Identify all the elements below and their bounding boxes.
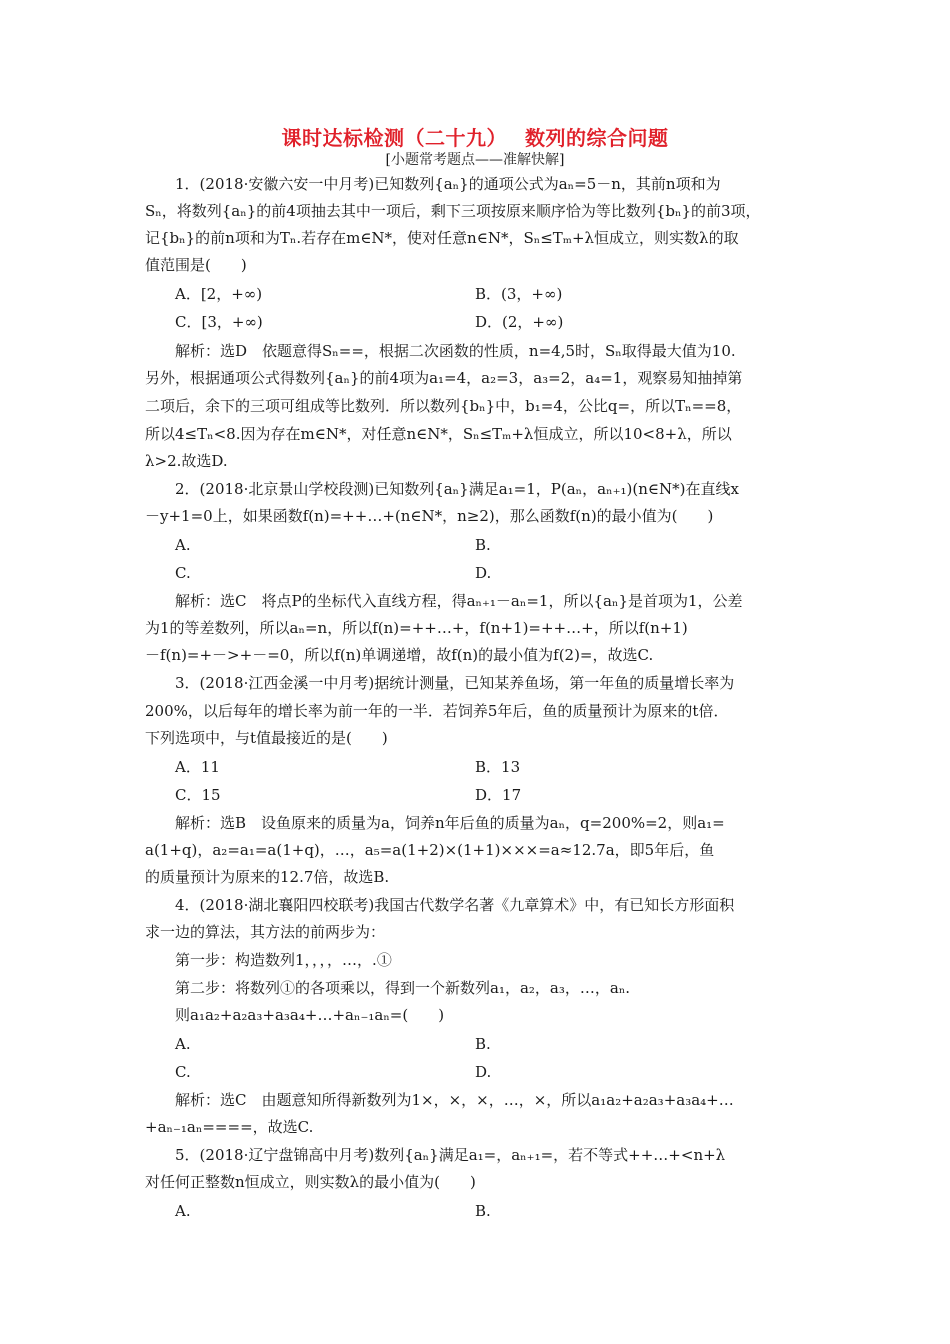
option-b: B.	[475, 1202, 491, 1220]
text-line: 解析：选C 将点P的坐标代入直线方程，得aₙ₊₁－aₙ=1，所以{aₙ}是首项为1，公差	[175, 592, 743, 610]
option-d: D．(2，+∞)	[475, 313, 564, 331]
option-c: C．[3，+∞)	[175, 313, 263, 331]
option-b: B.	[475, 1035, 491, 1053]
page-subtitle: [小题常考题点——准解快解]	[385, 152, 565, 168]
text-line: 解析：选C 由题意知所得新数列为1×，×，×，…，×，所以a₁a₂+a₂a₃+a₃a₄+…	[175, 1091, 734, 1109]
text-line: 解析：选B 设鱼原来的质量为a，饲养n年后鱼的质量为aₙ，q=200%=2，则a₁=	[175, 814, 725, 832]
text-line: －y+1=0上，如果函数f(n)=++…+(n∈N*，n≥2)，那么函数f(n)的最小值为( )	[145, 507, 714, 525]
option-a: A.	[175, 536, 191, 554]
option-a: A.	[175, 1035, 191, 1053]
option-b: B．(3，+∞)	[475, 285, 563, 303]
text-line: 解析：选D 依题意得Sₙ==，根据二次函数的性质，n=4,5时，Sₙ取得最大值为10.	[175, 342, 736, 360]
text-line: 值范围是( )	[145, 256, 247, 274]
option-d: D.	[475, 1063, 492, 1081]
text-line: 4．(2018·湖北襄阳四校联考)我国古代数学名著《九章算术》中，有已知长方形面积	[175, 896, 735, 914]
text-line: 对任何正整数n恒成立，则实数λ的最小值为( )	[145, 1173, 476, 1191]
option-b: B.	[475, 536, 491, 554]
text-line: 的质量预计为原来的12.7倍，故选B.	[145, 868, 390, 886]
text-line: 1．(2018·安徽六安一中月考)已知数列{aₙ}的通项公式为aₙ=5－n，其前n项和为	[175, 175, 721, 193]
text-line: 所以4≤Tₙ<8.因为存在m∈N*，对任意n∈N*，Sₙ≤Tₘ+λ恒成立，所以10<8+λ，所以	[145, 425, 732, 443]
text-line: Sₙ，将数列{aₙ}的前4项抽去其中一项后，剩下三项按原来顺序恰为等比数列{bₙ}的前3项，	[145, 202, 761, 220]
option-a: A．11	[175, 758, 220, 776]
text-line: 求一边的算法，其方法的前两步为：	[145, 923, 386, 941]
text-line: 记{bₙ}的前n项和为Tₙ.若存在m∈N*，使对任意n∈N*，Sₙ≤Tₘ+λ恒成立，则实数λ的取	[145, 229, 739, 247]
text-line: 2．(2018·北京景山学校段测)已知数列{aₙ}满足a₁=1，P(aₙ，aₙ₊₁)(n∈N*)在直线x	[175, 480, 739, 498]
text-line: 5．(2018·辽宁盘锦高中月考)数列{aₙ}满足a₁=，aₙ₊₁=，若不等式++…+<n+λ	[175, 1146, 726, 1164]
text-line: 200%，以后每年的增长率为前一年的一半．若饲养5年后，鱼的质量预计为原来的t倍．	[145, 702, 729, 720]
text-line: －f(n)=+－>+－=0，所以f(n)单调递增，故f(n)的最小值为f(2)=，故选C.	[145, 646, 654, 664]
text-line: 第二步：将数列①的各项乘以，得到一个新数列a₁，a₂，a₃，…，aₙ.	[175, 979, 631, 997]
text-line: 3．(2018·江西金溪一中月考)据统计测量，已知某养鱼场，第一年鱼的质量增长率为	[175, 674, 735, 692]
option-a: A．[2，+∞)	[175, 285, 263, 303]
option-d: D．17	[475, 786, 522, 804]
option-c: C．15	[175, 786, 221, 804]
text-line: 则a₁a₂+a₂a₃+a₃a₄+…+aₙ₋₁aₙ=( )	[175, 1006, 445, 1024]
text-line: 为1的等差数列，所以aₙ=n，所以f(n)=++…+，f(n+1)=++…+，所以f(n+1)	[145, 619, 688, 637]
option-a: A.	[175, 1202, 191, 1220]
text-line: λ>2.故选D.	[145, 452, 228, 470]
page-title: 课时达标检测（二十九） 数列的综合问题	[281, 126, 669, 150]
text-line: a(1+q)，a₂=a₁=a(1+q)，…，a₅=a(1+2)×(1+1)×××=a≈12.7a，即5年后，鱼	[145, 841, 715, 859]
option-d: D.	[475, 564, 492, 582]
text-line: 二项后，余下的三项可组成等比数列．所以数列{bₙ}中，b₁=4，公比q=，所以Tₙ==8，	[145, 397, 742, 415]
text-line: 第一步：构造数列1，，，，…，.①	[175, 951, 392, 969]
text-line: +aₙ₋₁aₙ====，故选C.	[145, 1118, 314, 1136]
text-line: 另外，根据通项公式得数列{aₙ}的前4项为a₁=4，a₂=3，a₃=2，a₄=1，观察易知抽掉第	[145, 369, 743, 387]
text-line: 下列选项中，与t值最接近的是( )	[145, 729, 388, 747]
option-c: C.	[175, 1063, 191, 1081]
option-c: C.	[175, 564, 191, 582]
option-b: B．13	[475, 758, 521, 776]
